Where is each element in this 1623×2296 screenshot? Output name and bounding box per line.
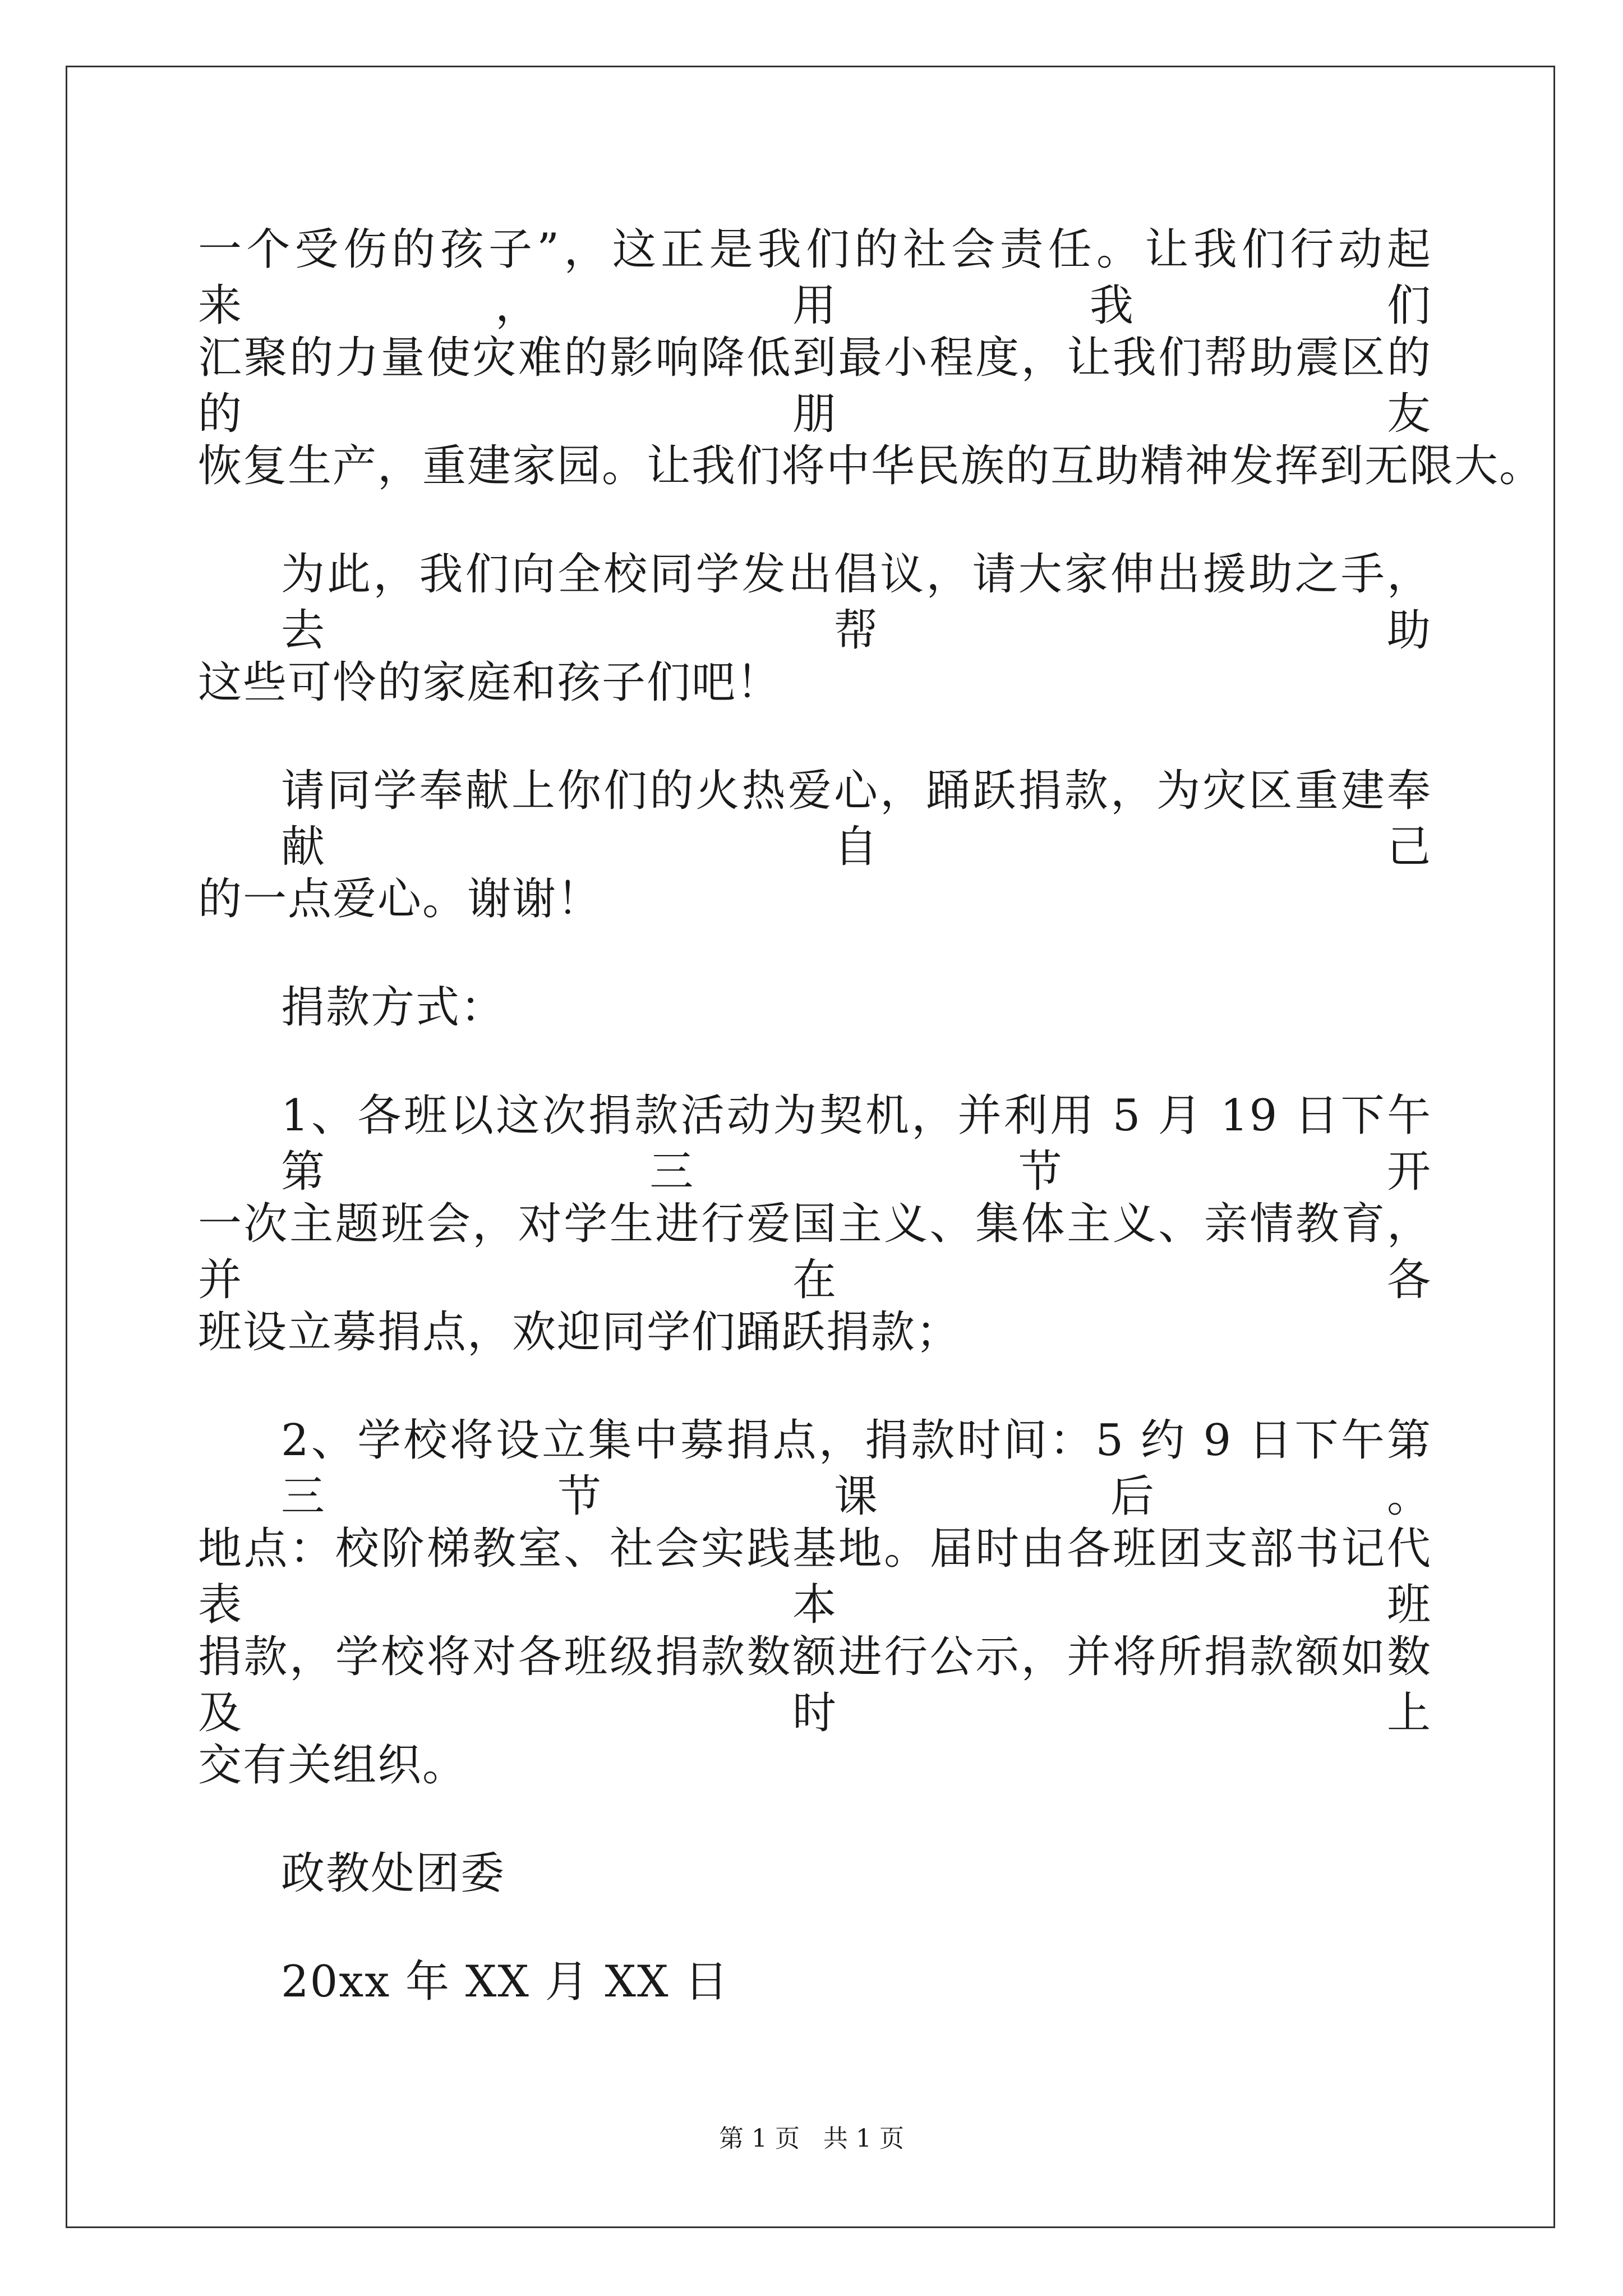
paragraph-first-line: 1、各班以这次捐款活动为契机，并利用 5 月 19 日下午第三节开 <box>281 1091 1432 1197</box>
signature-date: 20xx 年 XX 月 XX 日 <box>281 1957 730 2007</box>
signature-organization: 政教处团委 <box>281 1848 506 1899</box>
paragraph-first-line: 请同学奉献上你们的火热爱心，踊跃捐款，为灾区重建奉献自己 <box>281 766 1432 872</box>
paragraph-first-line: 2、学校将设立集中募捐点，捐款时间：5 约 9 日下午第三节课后。 <box>281 1415 1432 1522</box>
body-line: 一次主题班会，对学生进行爱国主义、集体主义、亲情教育，并在各 <box>198 1199 1432 1305</box>
section-heading: 捐款方式： <box>281 982 506 1033</box>
body-line: 交有关组织。 <box>198 1740 468 1791</box>
body-line: 地点：校阶梯教室、社会实践基地。届时由各班团支部书记代表本班 <box>198 1524 1432 1630</box>
paragraph-first-line: 为此，我们向全校同学发出倡议，请大家伸出援助之手，去帮助 <box>281 549 1432 656</box>
page-footer <box>0 2122 1623 2156</box>
body-line: 这些可怜的家庭和孩子们吧！ <box>198 657 782 708</box>
body-line: 的一点爱心。谢谢！ <box>198 874 602 924</box>
body-line: 恢复生产，重建家园。让我们将中华民族的互助精神发挥到无限大。 <box>198 441 1544 491</box>
body-line: 一个受伤的孩子”，这正是我们的社会责任。让我们行动起来，用我们 <box>198 224 1432 331</box>
body-line: 班设立募捐点，欢迎同学们踊跃捐款； <box>198 1307 961 1358</box>
body-line: 汇聚的力量使灾难的影响降低到最小程度，让我们帮助震区的的朋友 <box>198 333 1432 439</box>
page-number: 第 1 页 <box>719 2124 800 2153</box>
page-total: 共 1 页 <box>823 2124 904 2153</box>
body-line: 捐款，学校将对各班级捐款数额进行公示，并将所捐款额如数及时上 <box>198 1632 1432 1738</box>
